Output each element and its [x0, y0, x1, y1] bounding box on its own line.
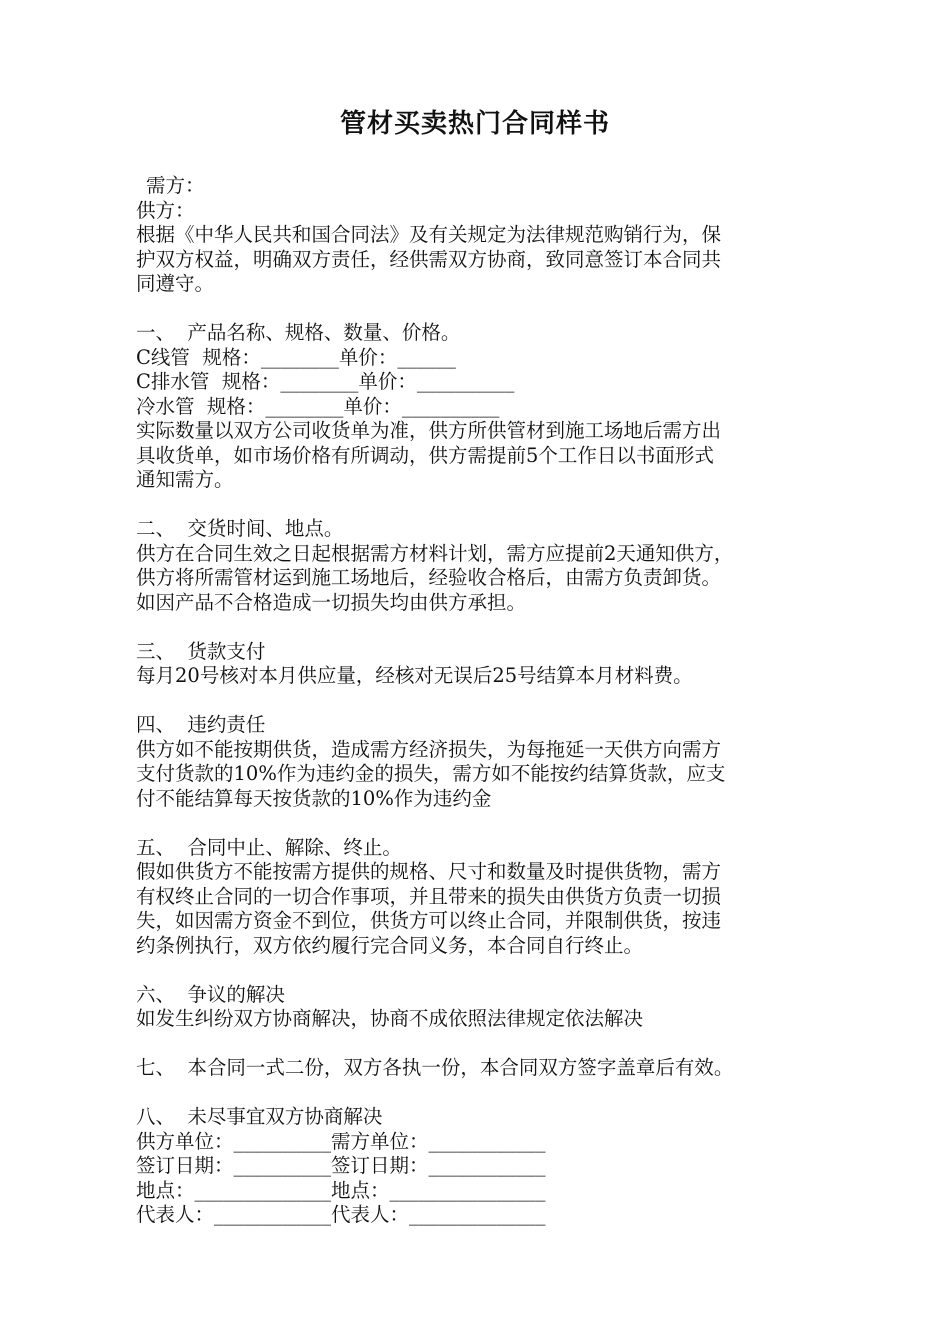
- section-7-heading: 七、 本合同一式二份，双方各执一份，本合同双方签字盖章后有效。: [136, 1056, 734, 1079]
- spacer: [136, 689, 826, 714]
- section-4-text-1: 供方如不能按期供货，造成需方经济损失，为每拖延一天供方向需方: [136, 737, 722, 761]
- signature-place-line: 地点：______________地点：________________: [136, 1178, 546, 1202]
- section-6-text-1: 如发生纠纷双方协商解决，协商不成依照法律规定依法解决: [136, 1007, 644, 1030]
- product-line-3: 冷水管 规格：________单价：__________: [136, 394, 500, 418]
- section-1-text-1: 实际数量以双方公司收货单为准，供方所供管材到施工场地后需方出: [136, 419, 722, 442]
- signature-date-line: 签订日期：__________签订日期：____________: [136, 1154, 546, 1177]
- preamble-line-2: 护双方权益，明确双方责任，经供需双方协商，致同意签订本合同共: [136, 247, 722, 271]
- section-4-text-3: 付不能结算每天按货款的10%作为违约金: [136, 786, 492, 810]
- section-3-heading: 三、 货款支付: [136, 639, 266, 663]
- preamble-line-3: 同遵守。: [136, 272, 215, 295]
- section-2-text-1: 供方在合同生效之日起根据需方材料计划，需方应提前2天通知供方，: [136, 541, 734, 565]
- section-5-text-3: 失，如因需方资金不到位，供货方可以终止合同，并限制供货，按违: [136, 909, 722, 932]
- spacer: [136, 493, 826, 518]
- section-5-text-4: 约条例执行，双方依约履行完合同义务，本合同自行终止。: [136, 933, 644, 957]
- section-1-text-3: 通知需方。: [136, 468, 234, 491]
- signature-representative-line: 代表人：____________代表人：______________: [136, 1203, 546, 1226]
- document-body: [136, 174, 826, 1228]
- section-5-heading: 五、 合同中止、解除、终止。: [136, 835, 402, 859]
- section-5-text-2: 有权终止合同的一切合作事项，并且带来的损失由供货方负责一切损: [136, 884, 722, 908]
- section-5-text-1: 假如供货方不能按需方提供的规格、尺寸和数量及时提供货物，需方: [136, 860, 722, 883]
- section-6-heading: 六、 争议的解决: [136, 982, 285, 1006]
- section-4-heading: 四、 违约责任: [136, 713, 266, 736]
- section-1-text-2: 具收货单，如市场价格有所调动，供方需提前5个工作日以书面形式: [136, 443, 714, 467]
- spacer: [136, 1081, 826, 1106]
- section-4-text-2: 支付货款的10%作为违约金的损失，需方如不能按约结算货款，应支: [136, 762, 726, 785]
- spacer: [136, 958, 826, 983]
- spacer: [136, 1032, 826, 1057]
- section-2-text-2: 供方将所需管材运到施工场地后，经验收合格后，由需方负责卸货。: [136, 566, 722, 589]
- section-2-text-3: 如因产品不合格造成一切损失均由供方承担。: [136, 590, 527, 614]
- supplier-line: 供方：: [136, 198, 195, 222]
- document-title: 管材买卖热门合同样书: [339, 109, 610, 139]
- spacer: [136, 811, 826, 836]
- preamble-line-1: 根据《中华人民共和国合同法》及有关规定为法律规范购销行为，保: [136, 223, 722, 246]
- product-line-1: C线管 规格：________单价：______: [136, 345, 456, 369]
- section-2-heading: 二、 交货时间、地点。: [136, 517, 344, 540]
- spacer: [136, 297, 826, 322]
- spacer: [136, 615, 826, 640]
- product-line-2: C排水管 规格：________单价：__________: [136, 370, 515, 393]
- signature-unit-line: 供方单位：__________需方单位：____________: [136, 1129, 546, 1153]
- section-8-heading: 八、 未尽事宜双方协商解决: [136, 1105, 383, 1128]
- section-3-text-1: 每月20号核对本月供应量，经核对无误后25号结算本月材料费。: [136, 664, 693, 687]
- buyer-line: 需方：: [146, 174, 205, 197]
- section-1-heading: 一、 产品名称、规格、数量、价格。: [136, 321, 461, 344]
